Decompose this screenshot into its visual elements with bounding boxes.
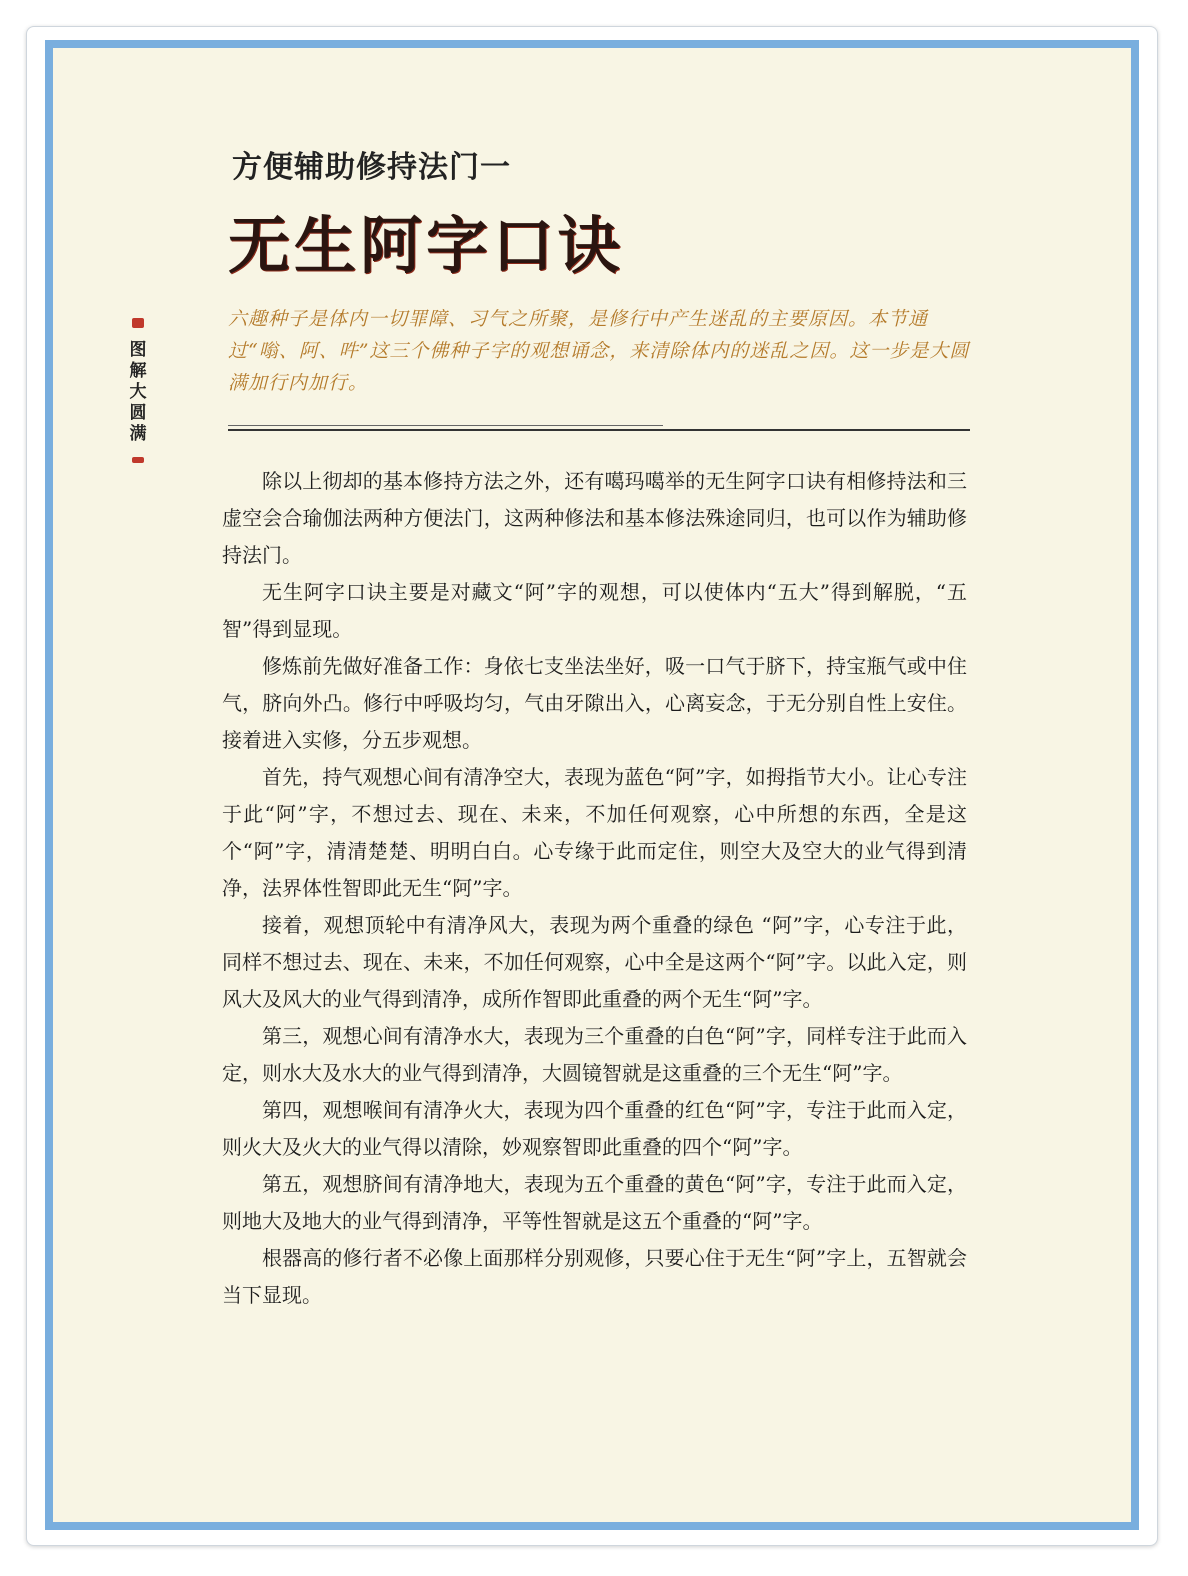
paragraph: 第三，观想心间有清净水大，表现为三个重叠的白色“阿”字，同样专注于此而入定，则水大及水大的业气得到清净，大圆镜智就是这重叠的三个无生“阿”字。 [222,1024,967,1085]
paragraph: 修炼前先做好准备工作：身依七支坐法坐好，吸一口气于脐下，持宝瓶气或中住气，脐向外凸。修行中呼吸均匀，气由牙隙出入，心离妄念，于无分别自性上安住。接着进入实修，分五步观想。 [222,654,967,752]
paragraph: 第四，观想喉间有清净火大，表现为四个重叠的红色“阿”字，专注于此而入定，则火大及火大的业气得以清除，妙观察智即此重叠的四个“阿”字。 [222,1098,967,1159]
body-text [222,463,967,1314]
paragraph: 接着，观想顶轮中有清净风大，表现为两个重叠的绿色 “阿”字，心专注于此，同样不想过去、现在、未来，不加任何观察，心中全是这两个“阿”字。以此入定，则风大及风大的业气得到清净，成所作智即此重叠的两个无生“阿”字。 [222,913,967,1011]
paragraph: 首先，持气观想心间有清净空大，表现为蓝色“阿”字，如拇指节大小。让心专注于此“阿”字，不想过去、现在、未来，不加任何观察，心中所想的东西，全是这个“阿”字，清清楚楚、明明白白。心专缘于此而定住，则空大及空大的业气得到清净，法界体性智即此无生“阿”字。 [222,765,967,900]
paragraph: 无生阿字口诀主要是对藏文“阿”字的观想，可以使体内“五大”得到解脱，“五智”得到显现。 [222,580,967,641]
divider-thin [228,425,663,426]
side-label [126,318,150,463]
divider [228,429,970,431]
intro-text: 六趣种子是体内一切罪障、习气之所聚，是修行中产生迷乱的主要原因。本节通过“嗡、阿、吽”这三个佛种子字的观想诵念，来清除体内的迷乱之因。这一步是大圆满加行内加行。 [228,308,970,394]
paragraph: 根器高的修行者不必像上面那样分别观修，只要心住于无生“阿”字上，五智就会当下显现。 [222,1246,967,1307]
section-subtitle: 方便辅助修持法门一 [232,150,511,185]
paragraph: 除以上彻却的基本修持方法之外，还有噶玛噶举的无生阿字口诀有相修持法和三虚空会合瑜伽法两种方便法门，这两种修法和基本修法殊途同归，也可以作为辅助修持法门。 [222,469,967,567]
seal-mark-icon [132,318,144,328]
seal-mark-bottom-icon [132,457,144,463]
book-title-vertical: 图 解 大 圆 满 [129,340,147,444]
section-title: 无生阿字口诀 [228,209,625,282]
paragraph: 第五，观想脐间有清净地大，表现为五个重叠的黄色“阿”字，专注于此而入定，则地大及地大的业气得到清净，平等性智就是这五个重叠的“阿”字。 [222,1172,967,1233]
